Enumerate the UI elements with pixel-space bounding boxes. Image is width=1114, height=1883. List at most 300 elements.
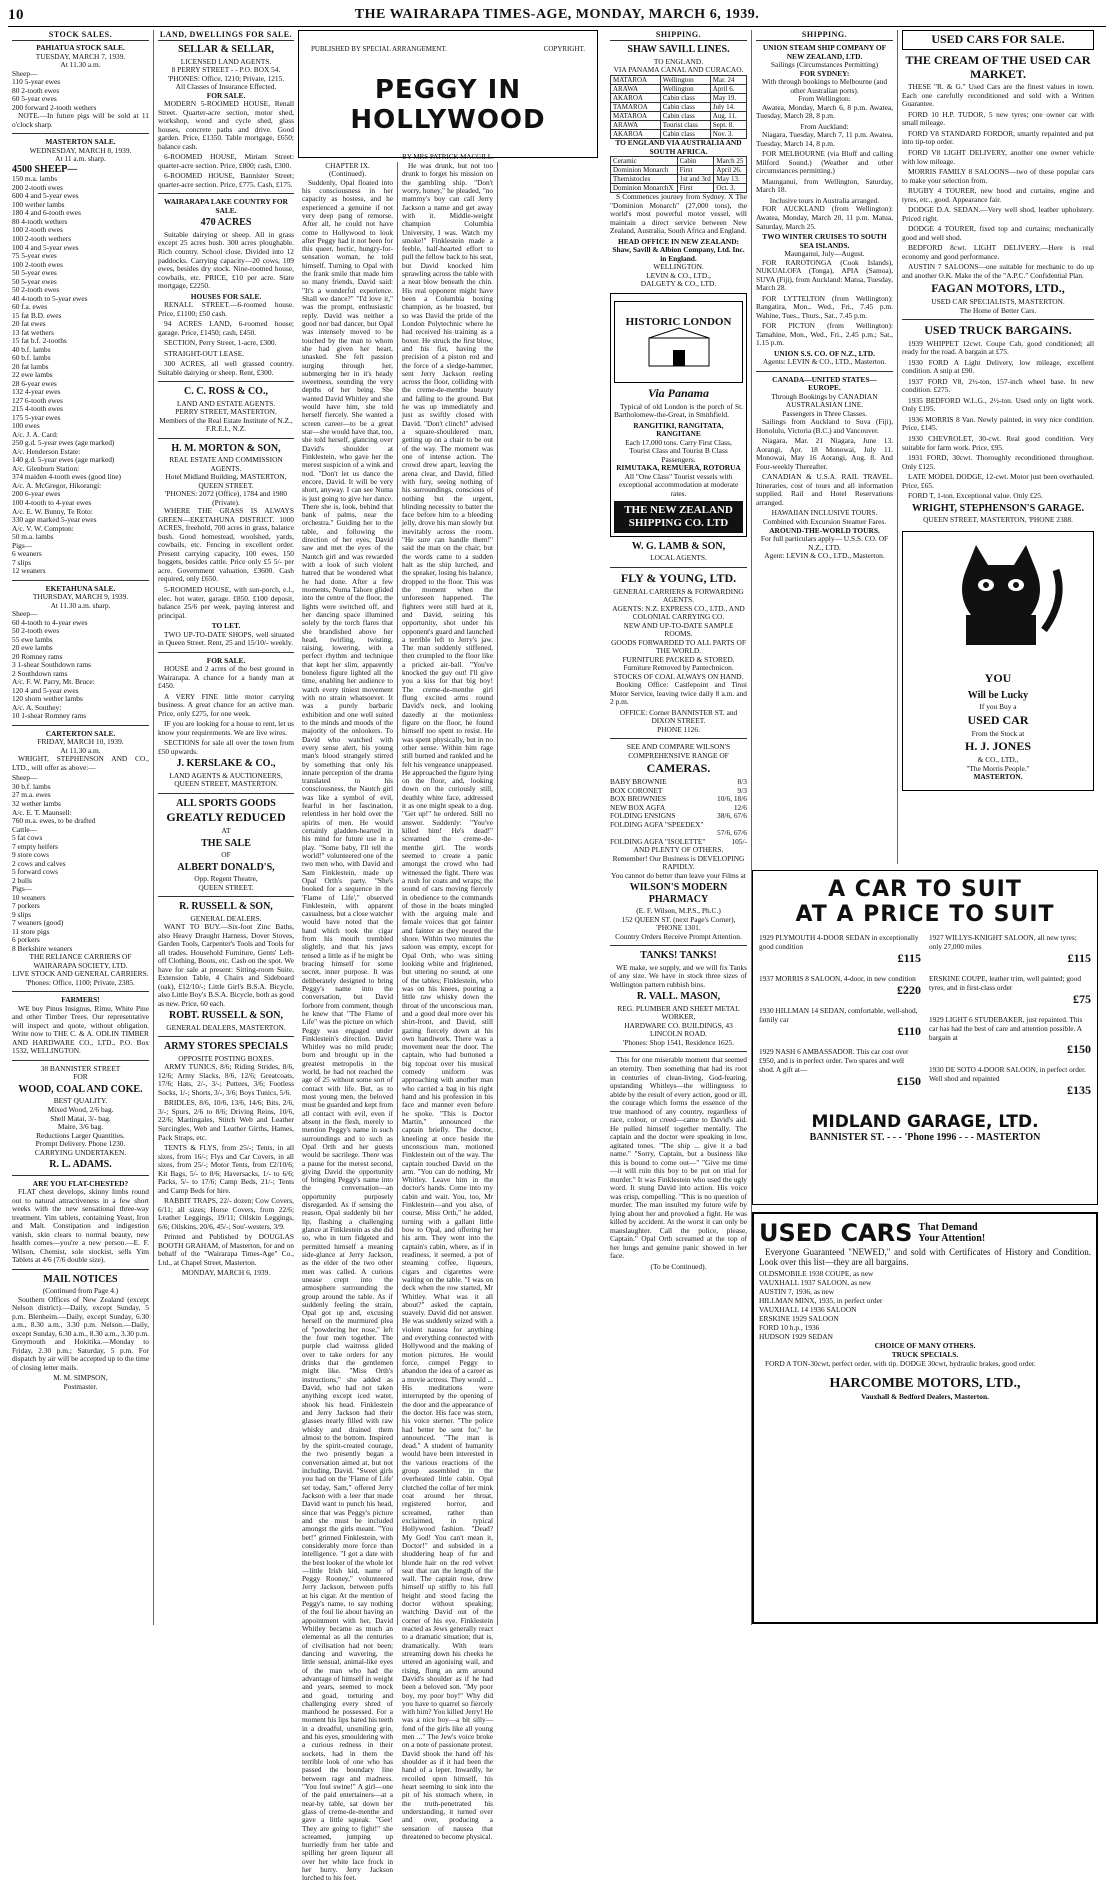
- sale-title: CARTERTON SALE.: [45, 728, 116, 738]
- fly-office: OFFICE: Corner BANNISTER ST. and DIXON STREET.: [619, 707, 738, 726]
- list-item: 100 4 and 5-year ewes: [12, 242, 79, 252]
- usedcars-side-1: That Demand: [918, 1222, 978, 1233]
- list-item: A/c. J. A. Card:: [12, 429, 58, 439]
- canada-agent: Agent: LEVIN & CO., LTD., Masterton.: [764, 551, 885, 561]
- section-header: SHIPPING.: [610, 30, 747, 41]
- table-cell: Dominion MonarchX: [611, 184, 678, 193]
- truck-title: USED TRUCK BARGAINS.: [924, 323, 1072, 338]
- list-item: 15 fat B.D. ewes: [12, 310, 62, 320]
- table-cell: First: [677, 184, 714, 193]
- dealer-title: R. RUSSELL & SON,: [179, 901, 273, 913]
- list-item: 5 fat cows: [12, 833, 43, 843]
- listing: 94 ACRES LAND, 6-roomed house; garage. Price, £1450; cash, £450.: [158, 319, 294, 337]
- table-cell: Mar. 24: [710, 75, 746, 84]
- list-item: 110 5-year ewes: [12, 77, 61, 87]
- sale-date: WEDNESDAY, MARCH 8, 1939.: [29, 145, 132, 155]
- camera-price: 12/6: [733, 802, 747, 812]
- listing: DODGE 4 TOURER, fixed top and curtains; mechanically good and well shod.: [902, 224, 1094, 242]
- listing: SECTION, Perry Street, 1-acre, £300.: [164, 338, 277, 348]
- camera-price: 9/3: [737, 785, 747, 795]
- list-item: Mixed Wood, 2/6 bag.: [47, 1105, 114, 1114]
- listing: ARMY TUNICS, 8/6; Riding Strides, 8/6, 12/6; Army Slacks, 8/6, 12/6; Greatcoats, 17/6; Hats, 2/-, 3/-; Puttees, 3/6; Footless Socks, 1/-; Shorts, 3/-, 3/6; Boys Tunics, 5/6.: [158, 1062, 294, 1097]
- ad-title: FARMERS!: [61, 995, 100, 1005]
- agent-sub: REAL ESTATE AND COMMISSION AGENTS.: [169, 455, 283, 473]
- sale-list: [12, 774, 149, 953]
- nz-shipping-ad: [610, 293, 747, 537]
- sports-big: GREATLY REDUCED: [166, 810, 286, 825]
- sale-list: [12, 175, 149, 430]
- list-item: A/c. E. W. Bunny, Te Roto:: [12, 506, 93, 516]
- listing: SECTIONS for sale all over the town from £50 upwards.: [158, 738, 294, 756]
- table-row: [611, 157, 747, 166]
- dealer-slogan: The Home of Better Cars.: [959, 305, 1037, 315]
- list-item: 250 g.d. 5-year ewes (age marked): [12, 438, 115, 448]
- list-item: Sheep—: [12, 773, 38, 783]
- usedcars-truck-title: TRUCK SPECIALS.: [891, 1350, 959, 1359]
- sale-title: EKETAHUNA SALE.: [45, 583, 116, 593]
- wilson-plenty: AND PLENTY OF OTHERS.: [633, 845, 724, 855]
- list-item: 60 4-tooth to 4-year ewes: [12, 617, 88, 627]
- canada-dates: Niagara, Mar. 21 Niagara, June 13. Aorangi, Apr. 18 Monowai, July 11. Monowai, May 16 Aorangi, Aug. 8. And Four-weekly Thereafter.: [756, 436, 893, 471]
- listing: WHERE THE GRASS IS ALWAYS GREEN—EKETAHUNA DISTRICT. 1000 ACRES, freehold, 700 acres in grass, balance bush. Good homestead, woolshed, yards, cowbails, etc. Fencing in excellent order. Present carrying capacity, 100 ewes, 150 hoggets, besides cattle. Price only £5 5/- per acre. Government valuation, £3600. Cash required, only £650.: [158, 506, 294, 584]
- section-header: STOCK SALES.: [12, 30, 149, 41]
- list-item: 7 empty heifers: [12, 841, 58, 851]
- list-item: 28 6-year ewes: [12, 378, 57, 388]
- ships-1-note: Each 17,000 tons. Carry First Class, Tourist Class and Tourist B Class Passengers.: [625, 437, 732, 464]
- union-inclusive: Inclusive tours in Australia arranged.: [769, 195, 880, 205]
- table-cell: Cabin class: [660, 102, 710, 111]
- canada-world: AROUND-THE-WORLD TOURS.: [769, 525, 880, 535]
- usedcars-truck: FORD A TON-30cwt, perfect order, with tip. DODGE 30cwt, hydraulic brakes, good order.: [765, 1359, 1036, 1368]
- harcombe-ad: [752, 1212, 1098, 1624]
- agent-note: All Classes of Insurance Effected.: [175, 82, 277, 92]
- listing: STRAIGHT-OUT LEASE.: [164, 348, 245, 358]
- union-agents: Agents: LEVIN & CO., LTD., Masterton.: [762, 357, 887, 367]
- list-item: DALGETY & CO., LTD.: [640, 279, 717, 289]
- list-item: 200 forward 2-tooth wethers: [12, 102, 97, 112]
- printed-notice: Printed and Published by DOUGLAS BOOTH GRAHAM, of Masterton, for and on behalf of the "Wairarapa Times-Age" Co., Ltd., at Chapel Street, Masterton.: [158, 1232, 294, 1267]
- lake-body: Suitable dairying or sheep. All in grass except 25 acres bush. 300 acres ploughable. Rich country. School close. Divided into 12 paddocks. Carrying capacity—20 cows, 109 ewes, besides dry stock. Nine-roomed house, cowbails, etc. PRICE, £10 per acre. State mortgage, £2250.: [158, 229, 294, 291]
- list-item: 40 b.f. lambs: [12, 344, 51, 354]
- list-item: A/c. A. Southey:: [12, 702, 62, 712]
- list-item: 50 5-year ewes: [12, 268, 57, 278]
- carad-list-left: [759, 933, 921, 1106]
- union-title: UNION STEAM SHIP COMPANY OF NEW ZEALAND, LTD.: [762, 43, 887, 61]
- list-item: VAUXHALL 1937 SALOON, as new: [759, 1278, 872, 1287]
- cat-town: MASTERTON.: [973, 772, 1023, 782]
- agent-address: 8 PERRY STREET - - P.O. BOX 54.: [171, 65, 281, 75]
- ad-body: FLAT chest develops, skinny limbs round out to natural attractiveness in a few short weeks with the new sensational three-way treatment. Yim tablets, containing Yeast, Iron and Malt. Constipation and indigestion vanish, skin clears to normal beauty, new health comes—you're a new person.—E. F. Wilson, Chemist, sole stockist, sells Yim Tablets at 4/6 (7/6 double size).: [12, 1187, 149, 1265]
- car-offer: [759, 974, 921, 998]
- car-price: £135: [1067, 1083, 1091, 1097]
- list-item: AUSTIN 7, 1936, as new: [759, 1287, 835, 1296]
- agent-sub: LOCAL AGENTS.: [650, 553, 707, 563]
- mail-role: Postmaster.: [63, 1381, 98, 1391]
- list-item: ERSKINE 1929 SALOON: [759, 1314, 839, 1323]
- listing: 300 ACRES, all well grassed country. Suitable dairying or sheep. Rent, £300.: [158, 359, 294, 377]
- sale-body: WRIGHT, STEPHENSON AND CO., LTD., will offer as above:—: [12, 754, 149, 772]
- list-item: 9 store cows: [12, 850, 49, 860]
- camera-name: BABY BROWNIE: [610, 777, 667, 787]
- car-offer: [759, 1006, 921, 1039]
- cameras-label: CAMERAS.: [646, 761, 711, 776]
- table-cell: First: [677, 166, 714, 175]
- list-item: 13 fat wethers: [12, 327, 54, 337]
- listing: 1935 BEDFORD W.L.G., 2½-ton. Used only on light work. Only £195.: [902, 395, 1094, 414]
- list-item: 200 6-year ewes: [12, 489, 61, 499]
- sale-title: MASTERTON SALE.: [45, 137, 116, 147]
- cat-co: & CO., LTD.,: [977, 755, 1019, 765]
- table-cell: ARAWA: [611, 120, 661, 129]
- union-sydney-sub: With through bookings to Melbourne (and other Australian ports).: [761, 77, 888, 95]
- union-co: UNION S.S. CO. OF N.Z., LTD.: [774, 348, 875, 358]
- car-list: [902, 111, 1094, 280]
- list-item: 6 porkers: [12, 935, 40, 945]
- camera-price: 10/6, 18/6: [717, 794, 747, 804]
- list-item: 80 4-tooth wethers: [12, 216, 68, 226]
- camera-name: FOLDING ENSIGNS: [610, 811, 676, 821]
- listing: 1930 FORD A Light Delivery, low mileage, excellent condition. A snip at £90.: [902, 357, 1094, 376]
- list-item: 2 cows and calves: [12, 858, 66, 868]
- section-header: USED CARS FOR SALE.: [902, 30, 1094, 50]
- canada-body: Sailings from Auckland to Suva (Fiji), Honolulu, Victoria (B.C.) and Vancouver.: [756, 417, 893, 435]
- list-item: 7 slips: [12, 557, 32, 567]
- tanks-body: WE make, we supply, and we will fix Tanks of any size. We have in stock three sizes of Wellington pattern rubbish bins.: [610, 962, 747, 989]
- page-title: THE WAIRARAPA TIMES-AGE, MONDAY, MARCH 6, 1939.: [354, 7, 760, 22]
- list-item: 120 4 and 5-year ewes: [12, 685, 79, 695]
- agent-title: J. KERSLAKE & CO.,: [176, 758, 276, 770]
- canada-rail: CANADIAN & U.S.A. RAIL TRAVEL. Itineraries, cost of tours and all information supplied. Rail and Hotel Reservations arranged.: [756, 472, 893, 507]
- listing-list: [158, 301, 294, 377]
- camera-name: FOLDING AGFA "SPEEDEX": [610, 819, 704, 829]
- list-item: 20 fat ewes: [12, 319, 46, 329]
- army-sub: OPPOSITE POSTING BOXES.: [178, 1053, 274, 1063]
- wilson-title: SEE AND COMPARE WILSON'S COMPREHENSIVE RANGE OF: [626, 742, 731, 760]
- list-item: 8 Berkshire weaners: [12, 943, 73, 953]
- cat-name: H. J. JONES: [964, 739, 1031, 754]
- table-cell: Aug. 11.: [710, 111, 746, 120]
- union-melbourne: FOR MELBOURNE (via Bluff and calling Milford Sound.) (Weather and other circumstances permitting.): [756, 149, 893, 176]
- list-item: 10 weaners: [12, 892, 46, 902]
- camera-list: [610, 778, 747, 846]
- table-cell: Wellington: [660, 75, 710, 84]
- listing: FORD V8 LIGHT DELIVERY, another one owner vehicle with low mileage.: [902, 148, 1094, 166]
- union-from-akl: From Auckland:: [800, 121, 849, 131]
- list-item: THE RELIANCE CARRIERS OF WAIRARAPA SOCIETY, LTD.: [29, 952, 132, 970]
- mail-signoff: M. M. SIMPSON,: [53, 1373, 108, 1383]
- list-item: 175 5-year ewes: [12, 412, 61, 422]
- usedcars-list: [759, 1269, 1091, 1341]
- lucky-cat-ad: [902, 531, 1094, 791]
- cat-from: From the Stock at: [971, 728, 1025, 738]
- serial-byline: BY MRS PATRICK MACGILL.: [402, 153, 494, 161]
- dealer-sub: GENERAL DEALERS.: [190, 913, 262, 923]
- list-item: 180 4 and 6-tooth ewes: [12, 208, 81, 218]
- table-cell: TAMAROA: [611, 102, 661, 111]
- list-item: 100 2-tooth ewes: [12, 225, 63, 235]
- sale-time: At 11.30 a.m. sharp.: [50, 600, 111, 610]
- agent-address: PERRY STREET, MASTERTON.: [175, 407, 277, 417]
- fly-agents: AGENTS: N.Z. EXPRESS CO., LTD., AND COLONIAL CARRYING CO.: [612, 603, 745, 622]
- list-item: Pigs—: [12, 884, 33, 894]
- car-offer: [929, 933, 1091, 966]
- listing: FORD T, 1-ton. Exceptional value. Only £25.: [908, 491, 1043, 501]
- shaw-sub: TO ENGLAND VIA AUSTRALIA AND SOUTH AFRICA.: [615, 138, 742, 156]
- serial-copyright: COPYRIGHT.: [543, 45, 585, 53]
- sale-list: [12, 70, 149, 113]
- list-item: 7 porkers: [12, 901, 40, 911]
- table-cell: Wellington: [660, 84, 710, 93]
- list-item: 27 m.a. ewes: [12, 790, 51, 800]
- ad-body: WE buy Pinus Insignus, Rimu, White Pine and other Timber Trees. Our representative will inspect and quote, without obligation. Write now to THE C. & A. ODLIN TIMBER AND HARDWARE CO., LTD., P.O. Box 1532, WELLINGTON.: [12, 1003, 149, 1056]
- canada-classes: Passengers in Three Classes.: [782, 408, 867, 418]
- list-item: 100 wether lambs: [12, 199, 65, 209]
- car-offer: [929, 974, 1091, 1007]
- list-item: 55 ewe lambs: [12, 634, 53, 644]
- listing: 1931 FORD, 30cwt. Thoroughly reconditioned throughout. Only £125.: [902, 453, 1094, 471]
- table-row: [611, 111, 747, 120]
- table-row: [611, 102, 747, 111]
- story-cont: (Continued).: [328, 169, 367, 179]
- usedcars-side-2: Your Attention!: [918, 1233, 986, 1244]
- dealer-name: ROBT. RUSSELL & SON,: [168, 1010, 283, 1022]
- carriers-ad: [12, 953, 149, 987]
- list-item: 100 2-tooth wethers: [12, 234, 72, 243]
- sale-title: PAHIATUA STOCK SALE.: [36, 43, 125, 53]
- shipping-column-2: [752, 30, 898, 864]
- car-description: 1937 MORRIS 8 SALOON, 4-door, in new condition: [759, 974, 916, 983]
- listing-list: [158, 665, 294, 756]
- list-item: 32 wether lambs: [12, 799, 61, 808]
- table-cell: Themistocles: [611, 175, 678, 184]
- table-cell: AKAROA: [611, 93, 661, 102]
- union-from-wgtn: From Wellington:: [798, 94, 851, 104]
- car-price: £115: [897, 951, 921, 965]
- listing: 6-ROOMED HOUSE, Bannister Street; quarter-acre section. Price, £775. Cash, £175.: [158, 171, 294, 189]
- table-cell: March 25: [714, 157, 747, 166]
- car-description: 1930 DE SOTO 4-DOOR SALOON, in perfect order. Well shod and repainted: [929, 1065, 1086, 1083]
- agent-note: Members of the Real Estate Institute of N.Z., F.R.E.I., N.Z.: [159, 415, 293, 434]
- union-sydney: FOR SYDNEY:: [799, 68, 850, 78]
- wilson-country: Country Orders Receive Prompt Attention.: [615, 931, 742, 941]
- dealer-name-sub: GENERAL DEALERS, MASTERTON.: [166, 1022, 286, 1032]
- list-item: 22 ewe lambs: [12, 370, 53, 380]
- usedcars-dealer: HARCOMBE MOTORS, LTD.,: [829, 1376, 1021, 1391]
- list-item: 'Phones: Office, 1100; Private, 2385.: [26, 977, 135, 987]
- list-item: 127 6-tooth ewes: [12, 395, 63, 405]
- list-item: LEVIN & CO., LTD.,: [646, 270, 711, 280]
- usedcars-choice: CHOICE OF MANY OTHERS.: [874, 1341, 976, 1350]
- table-cell: Cabin class: [660, 111, 710, 120]
- story-text: This for one miserable moment that seemed an eternity. Then something that had its root in centuries of clean-living, God-fearing, upstanding Whitleys—the willingness to abide by the result of every action, good or ill, the courage which forms the essence of the true manhood of any country, regardless of race, colour, or creed—came to David's aid. He pulled himself together mentally. The captain and the doctor were speaking in low, agitated tones. "The ship ... give it a bad name." "Sorry, Captain, but a business like this is bound to come out—" "Give me time—it will ruin this boy to be put on trial for murder." It was Finklestein who used the ugly word. It stung David into action. His voice was crisp, compelling. "This is no question of murder. The man insulted my future wife by lying about her and provoked a fight. He was killed by accident. At the worst it can only be manslaughter. Call the police, please, Captain." Opal Orth screamed at the top of her lungs and genuine panic showed in her face.: [610, 1055, 747, 1261]
- via-panama: Via Panama: [647, 385, 709, 400]
- list-item: 374 maiden 4-tooth ewes (good line): [12, 472, 121, 482]
- agent-sub: LAND AND ESTATE AGENTS.: [176, 398, 276, 408]
- listing: TWO UP-TO-DATE SHOPS, well situated in Queen Street. Rent, 25 and 15/10/- weekly.: [158, 629, 294, 648]
- sale-date: TUESDAY, MARCH 7, 1939.: [35, 51, 126, 61]
- table-row: [611, 84, 747, 93]
- dealer-sub: USED CAR SPECIALISTS, MASTERTON.: [931, 297, 1065, 307]
- listing: 1936 MORRIS 8 Van. Newly painted, in very nice condition. Price, £145.: [902, 414, 1094, 433]
- list-item: 200 2-tooth ewes: [12, 182, 63, 192]
- wilson-film: You cannot do better than leave your Films at: [611, 870, 746, 880]
- mail-title: MAIL NOTICES: [43, 1273, 118, 1285]
- usedcars-body: Everyone Guaranteed "NEWED," and sold with Certificates of History and Condition. Look over this list—they are all bargains.: [759, 1247, 1091, 1267]
- list-item: 50 2-tooth ewes: [12, 285, 60, 295]
- list-item: 40 4-tooth to 5-year ewes: [12, 293, 88, 303]
- list-item: Cattle—: [12, 824, 38, 834]
- union-picton: FOR PICTON (from Wellington): Tamahine, Mon., Wed., Fri., 2.45 p.m.; Sat., 1.15 p.m.: [756, 321, 893, 348]
- list-item: 2 Southdown rams: [12, 668, 68, 678]
- story-chapter: CHAPTER IX.: [325, 161, 370, 170]
- shaw-agents: [610, 263, 747, 289]
- car-offer: [929, 1065, 1091, 1098]
- sports-of: OF: [221, 850, 231, 860]
- union-cruises: TWO WINTER CRUISES TO SOUTH SEA ISLANDS.: [762, 232, 887, 250]
- camera-price: 8/3: [737, 777, 747, 787]
- union-niagara: Niagara, Tuesday, March 7, 11 p.m. Awatea, Tuesday, March 14, 8 p.m.: [756, 130, 893, 148]
- shaw-sub: VIA PANAMA CANAL AND CURACAO.: [613, 65, 744, 75]
- for-sale-label: FOR SALE.: [206, 90, 246, 100]
- sale-note: NOTE.—In future pigs will be sold at 11 o'clock sharp.: [12, 111, 149, 129]
- serial-arrangement: PUBLISHED BY SPECIAL ARRANGEMENT.: [311, 45, 447, 53]
- list-item: 215 4-tooth ewes: [12, 404, 63, 414]
- army-title: ARMY STORES SPECIALS: [164, 1041, 288, 1053]
- table-cell: Cabin class: [660, 130, 710, 139]
- story-text: Suddenly, Opal floated into his consciousness in her capacity as hostess, and he experienced a genuine if not very deep pang of remorse. After all, he could not have come to Hollywood to look after Peggy had it not been for this queer, hectic, hungry-for-sensation woman, he told himself. Turning to Opal with the frank smile that made him so many friends, David said: "It's a wonderful experience. Shall we dance?" "I'd love it," was the prompt, enthusiastic reply. David was neither a good nor bad dancer, but Opal was intensely moved to be touched by the man to whom she had given her heart, unasked. She felt passion surging through her, submerging her in it's heady sweetness, sounding the very depths of her being. She wanted David Whitley and she would have him, she told herself fiercely. She wanted a screen career—to be a great star—she would have that, too, she told herself, glancing over David's shoulder at Finklestein, who gave her the merest suspicion of a wink and nod. "Don't let us dance the encore, David. It will be very short, anyway. I can see Numa is just going to give her dance. There she is, look, behind that bank of palms, near the orchestra." Guiding her to the table, and following the direction of her eyes, David saw and met the eyes of the Nautch girl and was rewarded with a look of such violent hatred that he wondered what he had done. After a few moments, Numa Tahore glided into the centre of the floor, the lights were switched off, and her dancing space illumined solely by the torch flares that she brandished above her head, twirling, twisting, raising, lowering, with a perfect rhythm and technique that kept her slim, apparently boneless figure lighted all the time, enabling her audience to watch every tiniest movement with no strain whatsoever. It was a purely barbaric exhibition and one well suited to the minds and moods of the majority of the onlookers. To David who watched with every sense alert, his young man's blood strangely stirred by something that only his innate perception of the drama translated to his consciousness, the Nautch girl was like a symbol of evil, fearful in her fascination, relentless in her hold over the spirits of men. He would certainly gladden-hearted in his mind for future use in a play. "Some baby, I'll tell the world!" volunteered one of the two men who, with David and Sam Finklestein, made up Opal Orth's party. "She's booked for a sequence in the 'Flame of Life'," observed Finklestein, with apparent casualness, but a close watcher would have noted that the hand which took the cigar from his mouth trembled slightly, and that his jaws tensed a little as if he might be bracing himself for some secret, inner purpose. It was deliberately designed to bring Peggy's name into the conversation, but David forbore from comment, though he knew that "The Flame of Life" was the picture on which Peggy was engaged under Finklestein's direction. David Whitley was no mild prude; born and brought up in the greatest metropolis in the world, he had not reached the age of 25 without some sort of contact with life. But, as to most young men, the beloved must be guarded and kept from all contact with evil, even if absent in the flesh, merely to mention Peggy's name in such surroundings and to such as Opal Orth and her guests would be sacrilege. There was a pause for the merest second, giving David the opportunity of bringing Peggy's name into the conversation—an opportunity purposely disregarded. As if sensing the reason, Opal suddenly bit her lip, flashing a challenging glance at Finklestein as she did so, who in turn fidgeted and permitted himself a meaning side-glance at Jerry Jackson, as the elder of the two other men was called. A curious unease crept into the atmosphere surrounding the group around the table. As if suddenly feeling the strain, Opal got up and, excusing herself on the murmured plea of "powdering her nose," left the four men together. The purple clad waitress glided over to take orders for any drinks that the gentlemen might like. "Miss Orth's instructions," she added as David, who had not taken anything except iced water, shook his head. Finklestein and Jerry Jackson had their glasses nearly filled with raw whisky and drained them almost to the bottom. Inspired by the spirit-created courage, the two presently began a conversation aimed at, but not including, David. "Sweet girls you had on the 'Flame of Life' set today, Sam," offered Jerry Jackson with a leer that made David want to punch his head, since that was Peggy's picture and she must be included amongst the girls meant. "You bet!" grinned Finklestein, with considerably more force than intelligence. "I got a date with the best looker of the whole lot—little Irish kid, name of Peggy Rooney," volunteered Jerry Jackson, between puffs at his cigar. At the mention of Peggy's name, to say nothing of the foul lie about having an appointment with her, David Whitley became as much an elemental as all the centuries of civilisation had not been; dancing and wavering, the little sensual, animal-like eyes of the man who had the advantage of himself in weight and years, seemed to mock and goad, torturing and challenging every shred of manhood he possessed. For a moment his lips bared his teeth in a dreadful, unsmiling grin, and his eyes, smouldering with a curious redness in their sockets, had in them the terrible look of one who has passed the boundary line between rage and madness. "You foul swine!" A girl—one of the paid entertainers—at a near-by table, sat down her glass of creme-de-menthe and gave a little squeak. "Gee! They are going to fight!" she screamed, jumping up hurriedly from her table and spilling her green liqueur all over her white lace frock in her hurry. Jerry Jackson lurched to his feet.: [302, 177, 393, 1883]
- list-item: Pigs—: [12, 540, 33, 550]
- list-item: A/c. Henderson Estate:: [12, 446, 81, 456]
- list-item: A/c. Glenburn Station:: [12, 463, 80, 473]
- masthead: [8, 4, 1106, 27]
- table-row: [611, 93, 747, 102]
- car-to-suit-ad: [752, 870, 1098, 1205]
- mail-cont: (Continued from Page 4.): [42, 1286, 119, 1296]
- sale-date: THURSDAY, MARCH 9, 1939.: [32, 592, 129, 602]
- houses-title: HOUSES FOR SALE.: [190, 291, 262, 301]
- list-item: A/c. E. T. Maunsell:: [12, 807, 72, 817]
- table-cell: May 13.: [714, 175, 747, 184]
- listing: RUGBY 4 TOURER, new hood and curtains, engine and tyres, etc., good. Appearance fair.: [902, 186, 1094, 204]
- union-auckland: FOR AUCKLAND (from Wellington): Awatea, Monday, March 20, 11 p.m. Matua, Saturday, March 25.: [756, 204, 893, 231]
- cat-slogan: "The Morris People.": [966, 763, 1030, 773]
- ships-2: RIMUTAKA, REMUERA, ROTORUA: [616, 463, 741, 473]
- camera-name: BOX CORONET: [610, 785, 663, 795]
- sale-time: At 11 a.m. sharp.: [55, 154, 106, 164]
- listing: LATE MODEL DODGE, 12-cwt. Motor just been overhauled. Price, £65.: [902, 472, 1094, 490]
- car-price: £150: [1067, 1042, 1091, 1056]
- stock-sales-column: [8, 30, 154, 1625]
- lake-head: 470 ACRES: [200, 217, 252, 229]
- carad-footer: BANNISTER ST. - - - 'Phone 1996 - - - MASTERTON: [809, 1132, 1041, 1143]
- list-item: 10 1-shear Romney rams: [12, 711, 87, 721]
- list-item: 100 ewes: [12, 421, 40, 431]
- car-offer: [759, 1047, 921, 1089]
- sale-time: At 11.30 a.m.: [60, 60, 101, 70]
- historic-label: HISTORIC LONDON: [625, 315, 732, 328]
- dealer-name: FAGAN MOTORS, LTD.,: [931, 281, 1065, 296]
- list-item: 80 2-tooth ewes: [12, 85, 60, 95]
- car-description: 1927 WILLYS-KNIGHT SALOON, all new tyres; only 27,000 miles: [929, 933, 1077, 951]
- used-cars-column: [898, 30, 1098, 864]
- list-item: OLDSMOBILE 1938 COUPE, as new: [759, 1269, 874, 1278]
- story-continued: (To be Continued).: [650, 1261, 707, 1271]
- list-item: A/c. A. McGregor, Hikorangi:: [12, 480, 102, 490]
- table-cell: Cabin: [677, 157, 714, 166]
- car-price: £220: [897, 983, 921, 997]
- table-cell: Cabin class: [660, 93, 710, 102]
- listing: RABBIT TRAPS, 22/- dozen; Cow Covers, 6/11; all sizes; Horse Covers, from 22/6; Leather Leggings, 19/11; Oilskin Leggings, 6/6; Oilskins, 20/6, 45/-; Sou'-westers, 3/9.: [158, 1196, 294, 1231]
- list-item: Sheep—: [12, 609, 38, 619]
- list-item: 20 fat lambs: [12, 361, 49, 371]
- for-sale-label: FOR SALE.: [206, 655, 246, 665]
- ad-list: [12, 1106, 149, 1157]
- ad-for: FOR: [73, 1072, 88, 1082]
- list-item: 20 ewe lambs: [12, 643, 53, 653]
- union-cruises-sub: Maunganui, July—August.: [784, 249, 865, 259]
- agent-name: W. G. LAMB & SON,: [631, 540, 726, 552]
- car-price: £150: [897, 1074, 921, 1088]
- union-awatea: Awatea, Monday, March 6, 8 p.m. Awatea, Tuesday, March 28, 8 p.m.: [756, 102, 893, 121]
- table-row: [611, 166, 747, 175]
- car-offer: [759, 933, 921, 966]
- list-item: WELLINGTON.: [653, 262, 704, 272]
- listing: A VERY FINE little motor carrying business. A great chance for an active man. Price, only £275, for one week.: [158, 691, 294, 718]
- union-rarotonga: FOR RAROTONGA (Cook Islands), NUKUALOFA (Tonga), APIA (Samoa), SUVA (Fiji), from Auckland: Matua, Tuesday, March 28.: [756, 257, 893, 293]
- shaw-office: HEAD OFFICE IN NEW ZEALAND: Shaw, Savill & Albion Company, Ltd. Inc. in England.: [612, 236, 745, 263]
- table-cell: July 14.: [710, 102, 746, 111]
- cream-intro: THESE "R. & G." Used Cars are the finest values in town. Each one carefully reconditioned and sold with a Written Guarantee.: [902, 82, 1094, 109]
- car-price: £115: [1067, 951, 1091, 965]
- tanks-address: HARDWARE CO. BUILDINGS, 43 LINCOLN ROAD.: [624, 1020, 733, 1039]
- list-item: 12 weaners: [12, 566, 46, 576]
- table-cell: MATAROA: [611, 111, 661, 120]
- black-cat-illustration: [926, 540, 1076, 650]
- printed-date: MONDAY, MARCH 6, 1939.: [181, 1268, 271, 1278]
- canada-sub: Through Bookings by CANADIAN AUSTRALASIAN LINE.: [771, 391, 878, 410]
- ships-1: RANGITIKI, RANGITATA, RANGITANE: [633, 420, 724, 439]
- sports-the: THE SALE: [201, 837, 251, 849]
- ad-title: ARE YOU FLAT-CHESTED?: [32, 1178, 129, 1188]
- list-item: 50 2-tooth ewes: [12, 626, 60, 636]
- table-cell: May 19.: [710, 93, 746, 102]
- car-price: £110: [897, 1024, 921, 1038]
- canada-particulars: For full particulars apply— U.S.S. CO. OF N.Z., LTD.: [760, 534, 889, 552]
- table-cell: Oct. 3.: [714, 184, 747, 193]
- fly-samples: NEW AND UP-TO-DATE SAMPLE ROOMS.: [623, 620, 734, 639]
- agent-phone: 'PHONES: Office, 1210; Private, 1215.: [167, 73, 285, 83]
- list-item: 9 slips: [12, 909, 32, 919]
- table-cell: AKAROA: [611, 130, 661, 139]
- wilson-store: WILSON'S MODERN PHARMACY: [629, 882, 728, 905]
- list-item: HUDSON 1929 SEDAN: [759, 1332, 833, 1341]
- sports-title: ALL SPORTS GOODS: [176, 797, 276, 809]
- story-column-1: [298, 161, 398, 1883]
- sports-name: ALBERT DONALD'S,: [177, 861, 275, 873]
- list-item: FORD 10 h.p., 1936: [759, 1323, 820, 1332]
- shaw-sub: TO ENGLAND.: [653, 56, 704, 66]
- sports-address: Opp. Regent Theatre,: [194, 874, 258, 884]
- list-item: CARRYING UNDERTAKEN.: [34, 1147, 127, 1157]
- lake-title: WAIRARAPA LAKE COUNTRY FOR SALE.: [164, 197, 288, 215]
- list-item: HILLMAN MINX, 1935, in perfect order: [759, 1296, 883, 1305]
- land-column: [154, 30, 298, 1625]
- camera-price: 57/6, 67/6: [717, 828, 747, 838]
- car-description: 1930 HILLMAN 14 SEDAN, comfortable, well-shod, family car: [759, 1006, 918, 1024]
- car-description: ERSKINE COUPE, leather trim, well painted; good tyres, and in first-class order: [929, 974, 1081, 992]
- listing: MORRIS FAMILY 8 SALOONS—two of these popular cars to make your selection from.: [902, 167, 1094, 185]
- sale-list: [12, 431, 149, 576]
